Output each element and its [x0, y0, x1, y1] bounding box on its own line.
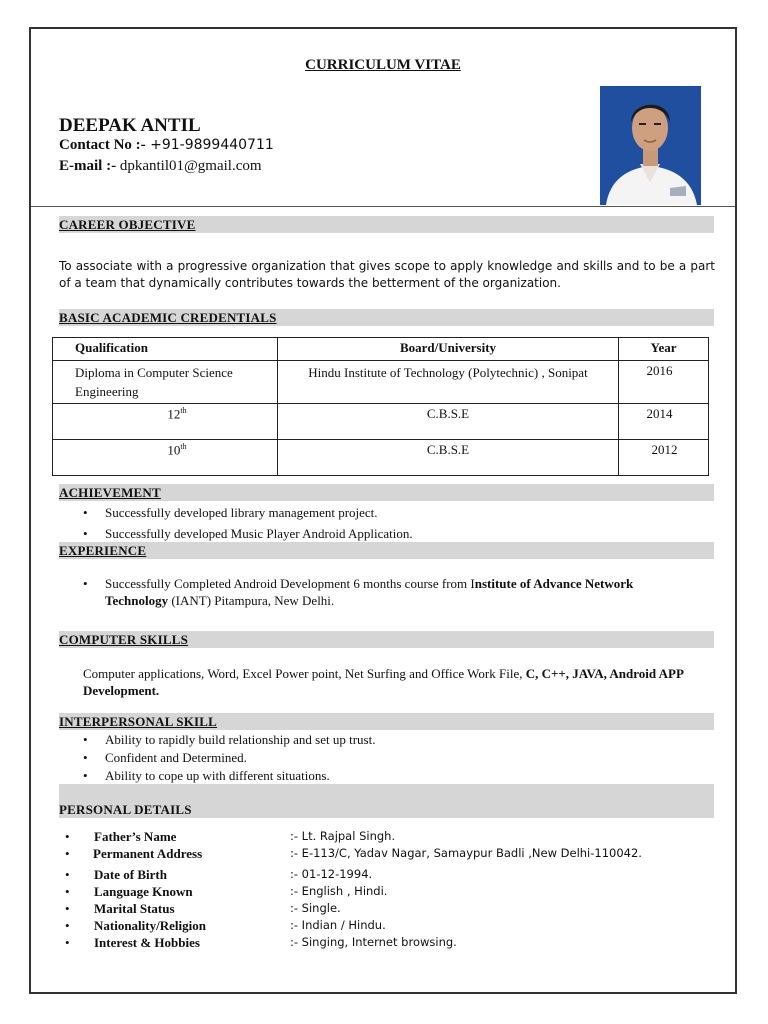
- list-item: • Successfully developed library management project.: [59, 502, 413, 523]
- list-item: • Ability to cope up with different situations.: [59, 767, 375, 785]
- column-header-year: Year: [619, 338, 709, 361]
- cv-page: [29, 27, 737, 994]
- section-heading: CAREER OBJECTIVE: [59, 217, 196, 232]
- cell-board: C.B.S.E: [278, 404, 619, 440]
- section-heading: EXPERIENCE: [59, 543, 147, 558]
- email: [59, 158, 262, 175]
- section-heading: COMPUTER SKILLS: [59, 632, 189, 647]
- table-row: [53, 361, 709, 404]
- career-objective-text: To associate with a progressive organization that gives scope to apply knowledge and skills and to be a part of a team that dynamically contributes towards the betterment of the organization.: [59, 259, 715, 290]
- section-academic-credentials: [59, 309, 714, 326]
- personal-row-marital: • Marital Status :- Single.: [65, 901, 341, 916]
- table-header-row: [53, 338, 709, 361]
- contact-value: +91-9899440711: [145, 137, 274, 153]
- header-divider: [31, 206, 735, 207]
- academic-table: [52, 337, 709, 476]
- cell-board: C.B.S.E: [278, 440, 619, 476]
- table-row: [53, 440, 709, 476]
- cell-year: 2014: [619, 404, 709, 440]
- section-computer-skills: [59, 631, 714, 648]
- contact-label: Contact No :-: [59, 137, 146, 153]
- computer-skills-text: Computer applications, Word, Excel Power point, Net Surfing and Office Work File, C, C++, JAVA, Android APP Development.: [83, 666, 684, 698]
- section-interpersonal-skill: [59, 713, 714, 730]
- cell-year: 2016: [619, 361, 709, 404]
- list-item: • Successfully Completed Android Development 6 months course from Institute of Advance Network Technology (IANT) Pitampura, New Delhi.: [59, 575, 699, 609]
- column-header-qualification: Qualification: [53, 338, 278, 361]
- section-heading: PERSONAL DETAILS: [59, 802, 192, 817]
- personal-row-hobbies: • Interest & Hobbies :- Singing, Internet browsing.: [65, 935, 457, 950]
- email-value: dpkantil01@gmail.com: [116, 158, 262, 174]
- list-item: • Successfully developed Music Player Android Application.: [59, 523, 413, 544]
- experience-list: [59, 575, 699, 609]
- section-achievement: [59, 484, 714, 501]
- email-label: E-mail :-: [59, 158, 117, 174]
- list-item: • Confident and Determined.: [59, 749, 375, 767]
- cell-qualification: Diploma in Computer Science Engineering: [53, 361, 278, 404]
- interpersonal-list: [59, 731, 375, 785]
- cell-year: 2012: [619, 440, 709, 476]
- cell-qualification: 10th: [53, 440, 278, 476]
- personal-row-nationality: • Nationality/Religion :- Indian / Hindu.: [65, 918, 386, 933]
- table-row: [53, 404, 709, 440]
- section-experience: [59, 542, 714, 559]
- section-personal-details: [59, 784, 714, 818]
- list-item: • Ability to rapidly build relationship and set up trust.: [59, 731, 375, 749]
- cell-board: Hindu Institute of Technology (Polytechnic) , Sonipat: [278, 361, 619, 404]
- section-heading: ACHIEVEMENT: [59, 485, 161, 500]
- achievement-list: [59, 502, 413, 544]
- candidate-name: DEEPAK ANTIL: [59, 115, 201, 136]
- profile-photo-image: [600, 86, 701, 205]
- section-heading: INTERPERSONAL SKILL: [59, 714, 218, 729]
- section-heading: BASIC ACADEMIC CREDENTIALS: [59, 310, 277, 325]
- personal-row-father: • Father’s Name :- Lt. Rajpal Singh.: [65, 829, 396, 844]
- personal-row-language: • Language Known :- English , Hindi.: [65, 884, 388, 899]
- profile-photo: [600, 86, 701, 205]
- document-title: CURRICULUM VITAE: [305, 57, 461, 73]
- contact-number: [59, 137, 274, 154]
- section-career-objective: [59, 216, 714, 233]
- column-header-board: Board/University: [278, 338, 619, 361]
- personal-row-address: • Permanent Address :- E-113/C, Yadav Nagar, Samaypur Badli ,New Delhi-110042.: [65, 846, 642, 861]
- personal-row-dob: • Date of Birth :- 01-12-1994.: [65, 867, 373, 882]
- cell-qualification: 12th: [53, 404, 278, 440]
